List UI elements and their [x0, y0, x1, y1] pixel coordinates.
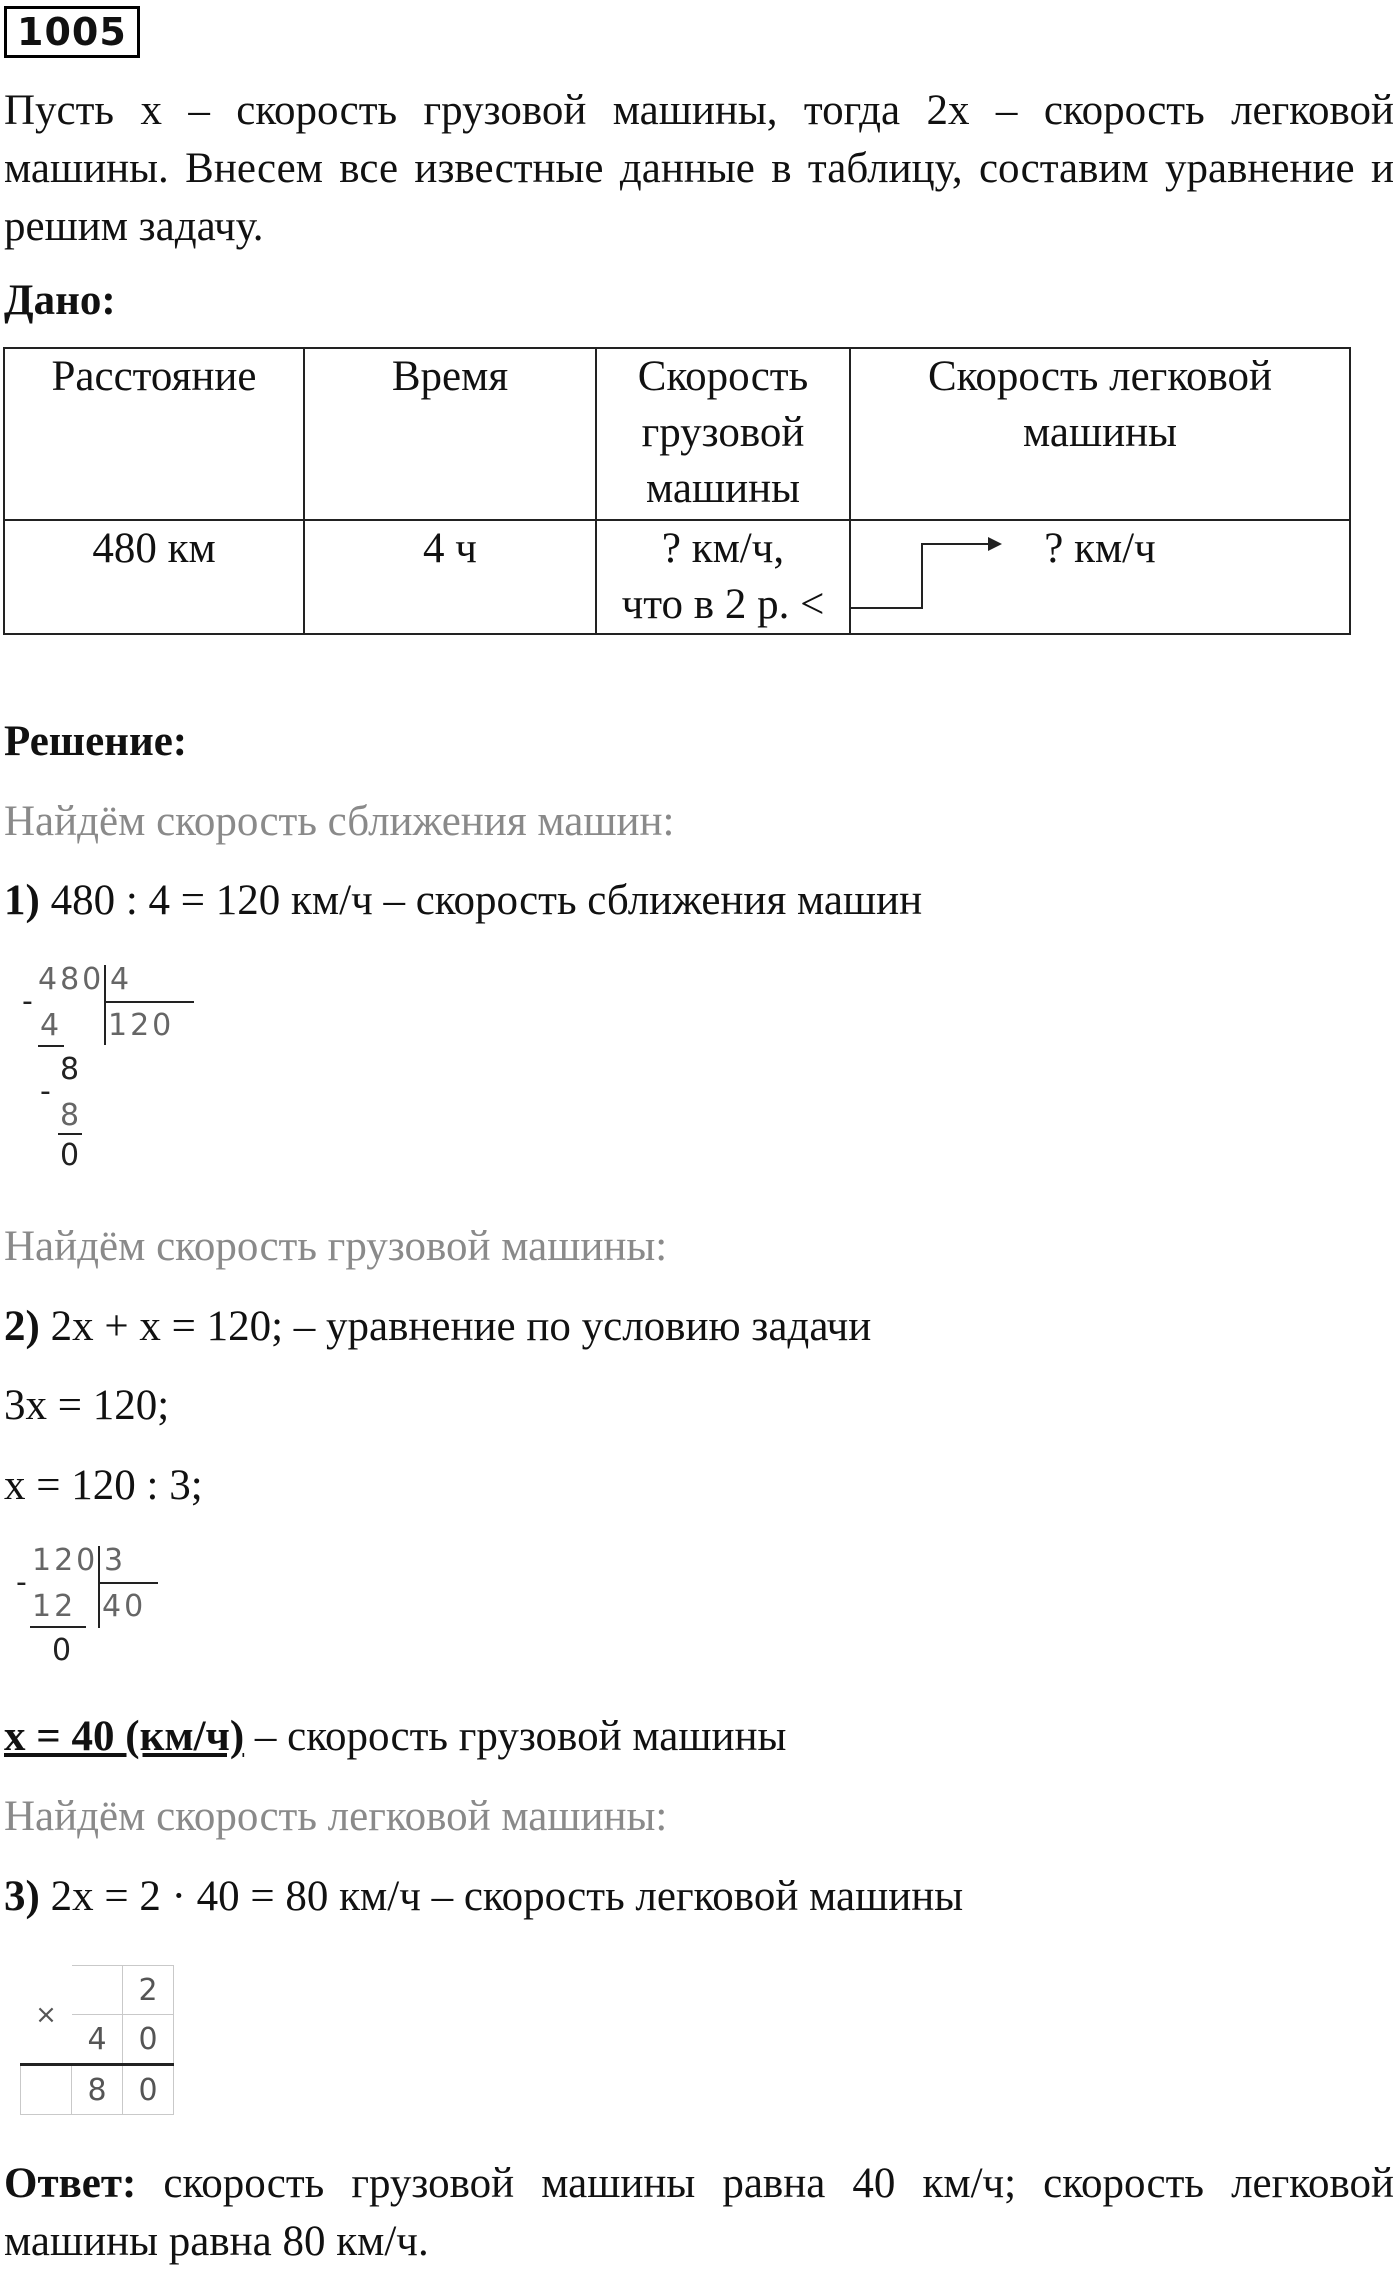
step1-number: 1)	[4, 877, 40, 924]
header-time: Время	[304, 348, 596, 520]
step3-text: 2x = 2 · 40 = 80 км/ч – скорость легковой машины	[39, 1873, 964, 1920]
relation-note: что в 2 р. <	[621, 581, 825, 628]
div1-minus-1: -	[22, 984, 36, 1019]
step2-result-bold: x = 40 (км/ч)	[4, 1713, 245, 1760]
div2-minus: -	[16, 1565, 30, 1600]
header-truck-speed: Скорость грузовой машины	[596, 348, 850, 520]
step1-line	[4, 876, 922, 925]
div2-quotient: 40	[102, 1589, 147, 1624]
solution-heading: Решение:	[4, 718, 188, 765]
multiplication-grid	[20, 1965, 174, 2115]
div2-rem1: 0	[52, 1633, 75, 1668]
header-car-speed: Скорость легковой машины	[850, 348, 1350, 520]
value-time: 4 ч	[304, 520, 596, 634]
step2-line	[4, 1302, 871, 1351]
answer-text: скорость грузовой машины равна 40 км/ч; скорость легковой машины равна 80 км/ч.	[4, 2160, 1394, 2265]
mult-cell	[72, 1966, 123, 2015]
step2-text: 2x + x = 120; – уравнение по условию задачи	[39, 1303, 872, 1350]
div1-sub1: 4	[40, 1008, 63, 1043]
mult-cell: 4	[72, 2015, 123, 2065]
step1-hint: Найдём скорость сближения машин:	[4, 798, 675, 845]
mult-sign: ×	[35, 1999, 57, 2030]
relation-arrow	[830, 520, 1010, 620]
div1-divisor: 4	[110, 962, 133, 997]
step3-number: 3)	[4, 1873, 40, 1920]
answer-label: Ответ:	[4, 2160, 137, 2207]
div1-minus-2: -	[40, 1074, 54, 1109]
div1-quotient: 120	[108, 1008, 175, 1043]
truck-speed-unknown: ? км/ч,	[661, 525, 785, 572]
div1-sub2: 8	[60, 1098, 83, 1133]
div2-dividend: 120	[32, 1543, 99, 1578]
division-120-by-3	[14, 1543, 164, 1676]
step2-result-text: – скорость грузовой машины	[244, 1713, 787, 1760]
mult-cell	[21, 2065, 72, 2115]
given-heading: Дано:	[4, 277, 116, 324]
step3-hint: Найдём скорость легковой машины:	[4, 1793, 668, 1840]
div1-dividend: 480	[38, 962, 105, 997]
step1-text: 480 : 4 = 120 км/ч – скорость сближения машин	[39, 877, 923, 924]
step2-number: 2)	[4, 1303, 40, 1350]
mult-cell: 2	[123, 1966, 174, 2015]
div2-sub1: 12	[32, 1589, 77, 1624]
div1-rem1: 8	[60, 1052, 83, 1087]
mult-cell: 8	[72, 2065, 123, 2115]
mult-cell: 0	[123, 2015, 174, 2065]
step2-equation-2: x = 120 : 3;	[4, 1462, 203, 1509]
step2-hint: Найдём скорость грузовой машины:	[4, 1223, 668, 1270]
step2-result-line	[4, 1712, 786, 1761]
value-car-speed: ? км/ч	[850, 520, 1350, 634]
step2-equation-1: 3x = 120;	[4, 1382, 170, 1429]
given-table	[3, 347, 1351, 635]
division-480-by-4	[20, 962, 190, 1175]
header-distance: Расстояние	[4, 348, 304, 520]
div2-divisor: 3	[104, 1543, 127, 1578]
problem-number: 1005	[4, 6, 140, 58]
answer-paragraph	[4, 2155, 1394, 2271]
value-truck-speed	[596, 520, 850, 634]
step3-line	[4, 1872, 963, 1921]
div1-rem2: 0	[60, 1138, 83, 1173]
mult-cell: 0	[123, 2065, 174, 2115]
value-distance: 480 км	[4, 520, 304, 634]
intro-paragraph: Пусть x – скорость грузовой машины, тогда 2x – скорость легковой машины. Внесем все известные данные в таблицу, составим уравнение и решим задачу.	[4, 87, 1394, 250]
